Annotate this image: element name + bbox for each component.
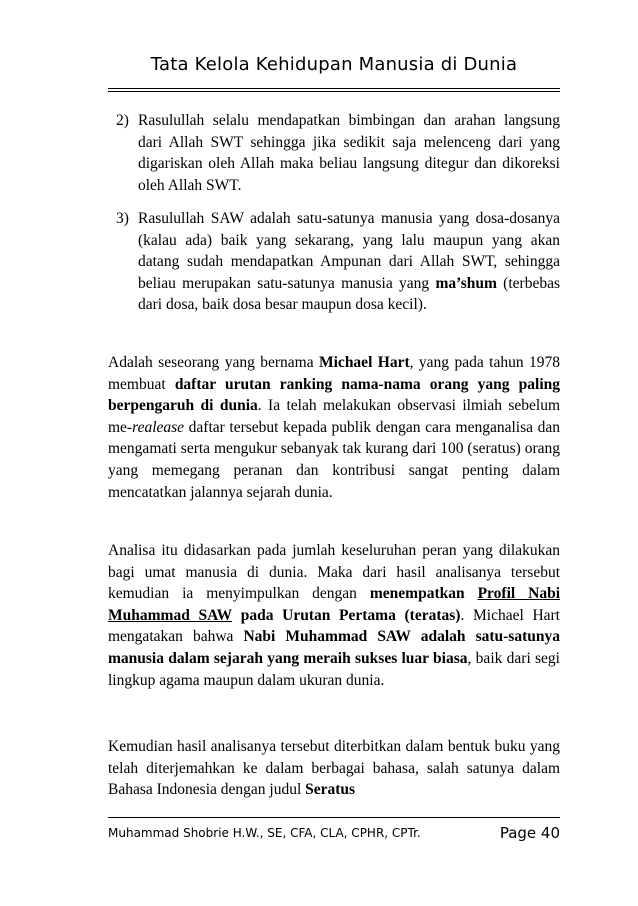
text-run: (terbebas dari dosa, baik dosa besar maupun dosa kecil). — [138, 274, 560, 314]
paragraph-kemudian — [108, 736, 560, 801]
text-run: Adalah seseorang yang bernama — [108, 354, 319, 371]
bold-phrase: Nabi Muhammad SAW adalah satu-satunya manusia dalam sejarah yang meraih sukses luar biasa — [108, 628, 560, 667]
underlined-bold-phrase: Profil Nabi Muhammad SAW — [108, 585, 561, 624]
italic-term: realease — [132, 418, 185, 436]
footer-author: Muhammad Shobrie H.W., SE, CFA, CLA, CPHR, CPTr. — [108, 826, 421, 840]
text-run: daftar tersebut kepada publik dengan cara menganalisa dan mengamati serta mengukur sebanyak tak kurang dari 100 (seratus) orang yang memegang peranan dan kontribusi sangat penting dalam mencatatkan jalannya sejarah dunia. — [108, 418, 560, 501]
paragraph-michael-hart — [108, 352, 560, 503]
text-run: . Ia telah melakukan observasi ilmiah sebelum me- — [108, 397, 560, 436]
text-run: Kemudian hasil analisanya tersebut diterbitkan dalam bentuk buku yang telah diterjemahkan ke dalam berbagai bahasa, salah satunya dalam Bahasa Indonesia dengan judul — [108, 738, 560, 799]
text-run: , yang pada tahun 1978 membuat — [108, 354, 560, 393]
paragraph-analisa — [108, 540, 560, 691]
page-header-title: Tata Kelola Kehidupan Manusia di Dunia — [150, 54, 518, 75]
list-text: Rasulullah selalu mendapatkan bimbingan dan arahan langsung dari Allah SWT sehingga jika sedikit saja melenceng dari yang digariskan oleh Allah maka beliau langsung ditegur dan dikoreksi oleh Allah SWT. — [138, 112, 560, 194]
text-run: Rasulullah SAW adalah satu-satunya manusia yang dosa-dosanya (kalau ada) baik yang sekarang, yang lalu maupun yang akan datang sudah mendapatkan Ampunan dari Allah SWT, sehingga beliau merupakan satu-satunya manusia yang — [138, 210, 560, 292]
text-run: , baik dari segi lingkup agama maupun dalam ukuran dunia. — [108, 649, 560, 689]
header-rule-thin — [108, 91, 560, 92]
bold-term: ma’shum — [435, 274, 497, 292]
bold-phrase: pada Urutan Pertama (teratas) — [240, 606, 461, 624]
bold-name: Michael Hart — [319, 354, 410, 371]
text-run: Analisa itu didasarkan pada jumlah keseluruhan peran yang dilakukan bagi umat manusia di dunia. Maka dari hasil analisanya tersebut kemudian ia menyimpulkan dengan — [108, 542, 560, 603]
bold-phrase: daftar urutan ranking nama-nama orang yang paling berpengaruh di dunia — [108, 375, 560, 415]
header-rule-thick — [108, 88, 560, 89]
list-number: 3) — [116, 210, 129, 227]
bold-phrase: Seratus — [305, 781, 356, 799]
footer-page-number: Page 40 — [499, 824, 560, 842]
footer-rule — [108, 817, 560, 818]
list-text — [138, 208, 560, 316]
text-run: . Michael Hart mengatakan bahwa — [108, 606, 560, 646]
bold-phrase: menempatkan — [369, 585, 465, 603]
list-number: 2) — [116, 112, 129, 129]
